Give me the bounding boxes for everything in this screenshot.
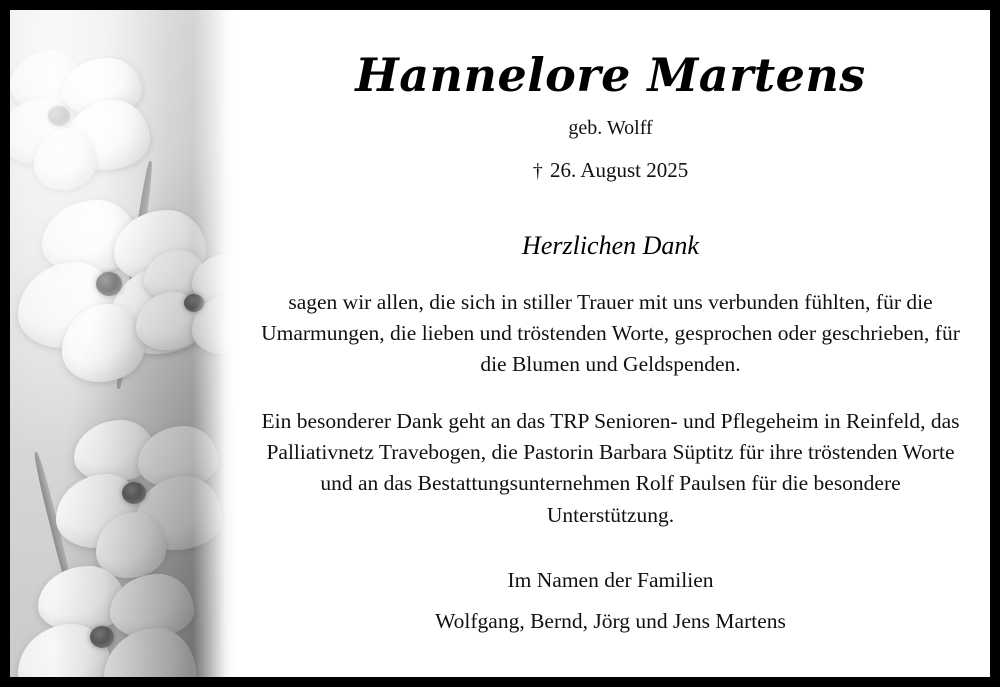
family-names: Wolfgang, Bernd, Jörg und Jens Martens	[435, 608, 786, 633]
closing-line: Im Namen der Familien	[507, 567, 714, 592]
orchid-image	[10, 10, 235, 677]
cross-icon: †	[532, 159, 543, 182]
obituary-text	[235, 10, 990, 677]
death-date: 26. August 2025	[549, 157, 689, 182]
thanks-paragraph-2: Ein besonderer Dank geht an das TRP Senioren- und Pflegeheim in Reinfeld, das Palliativnetz Travebogen, die Pastorin Barbara Süptitz für ihre tröstenden Worte und an das Bestattungsunternehmen Rolf Paulsen für die besondere Unterstützung.	[261, 409, 960, 527]
image-edge-fade	[193, 10, 235, 677]
obituary-inner	[10, 10, 990, 677]
deceased-name: Hannelore Martens	[355, 48, 866, 102]
birth-name: geb. Wolff	[568, 116, 653, 139]
death-date-line	[261, 158, 960, 183]
thanks-paragraph-1: sagen wir allen, die sich in stiller Trauer mit uns verbunden fühlten, für die Umarmungen, die lieben und tröstenden Worte, gesprochen oder geschrieben, für die Blumen und Geldspenden.	[261, 289, 960, 376]
thanks-heading: Herzlichen Dank	[522, 230, 699, 260]
